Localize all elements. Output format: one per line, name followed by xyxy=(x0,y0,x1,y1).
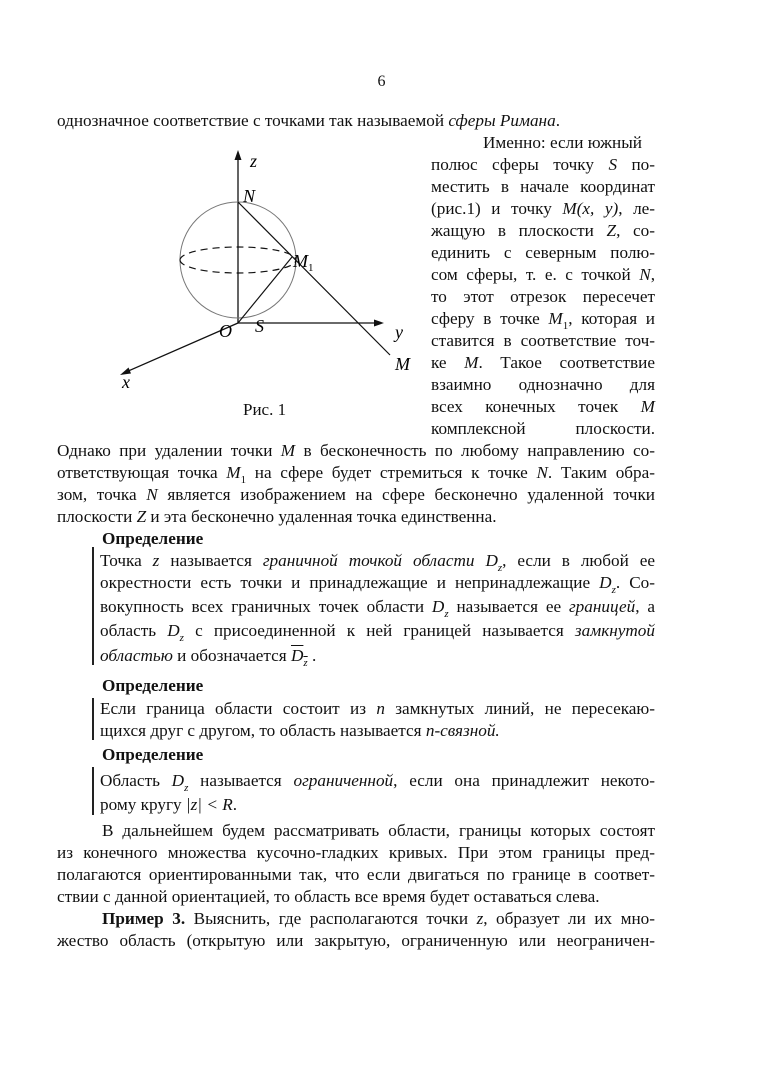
example-line-2: жество область (открытую или закрытую, ограниченную или неограничен- xyxy=(57,931,655,950)
rc-line-3: местить в начале координат xyxy=(431,177,655,196)
inf-line-2: ответствующая точка $M_1$ на сфере будет стремиться к точке N. Таким обра- xyxy=(57,463,655,486)
orient-line-1: В дальнейшем будем рассматривать области, границы которых состоят xyxy=(102,821,655,840)
label-n: N xyxy=(243,186,256,206)
def2-line-1: Если граница области состоит из n замкнутых линий, не пересекаю- xyxy=(100,699,655,718)
label-x: x xyxy=(122,372,130,392)
label-s: S xyxy=(255,316,264,336)
def3-title: Определение xyxy=(102,745,204,764)
def2-bar xyxy=(92,698,94,740)
rc-line-8: то этот отрезок пересечет xyxy=(431,287,655,306)
rc-line-1: Именно: если южный xyxy=(483,133,642,152)
def1-line-3: вокупность всех граничных точек области $D_z$ называется ее границей, а xyxy=(100,597,655,620)
def3-line-1: Область $D_z$ называется ограниченной, если она принадлежит некото- xyxy=(100,771,655,794)
def1-line-4: область $D_z$ с присоединенной к ней границей называется замкнутой xyxy=(100,621,655,644)
def2-line-2: щихся друг с другом, то область называется n-связной. xyxy=(100,721,500,740)
orient-line-3: полагаются ориентированными так, что если двигаться по границе в соответ- xyxy=(57,865,655,884)
inf-line-1: Однако при удалении точки M в бесконечность по любому направлению со- xyxy=(57,441,656,460)
rc-line-6: единить с северным полю- xyxy=(431,243,655,262)
label-o: O xyxy=(219,321,232,341)
def1-title: Определение xyxy=(102,529,204,548)
def2-title: Определение xyxy=(102,676,204,695)
inf-line-3: зом, точка N является изображением на сфере бесконечно удаленной точки xyxy=(57,485,655,504)
page-number: 6 xyxy=(377,73,386,90)
rc-line-13: всех конечных точек M xyxy=(431,397,655,416)
rc-line-4: (рис.1) и точку M(x, y), ле- xyxy=(431,199,655,218)
label-m1: M xyxy=(293,251,308,271)
def1-line-5: областью и обозначается $D_z$ . xyxy=(100,646,317,669)
def1-line-2: окрестности есть точки и принадлежащие и непринадлежащие $D_z$. Со- xyxy=(100,573,655,596)
figure-caption: Рис. 1 xyxy=(243,400,287,419)
term-riemann-sphere: сферы Римана xyxy=(448,111,556,130)
orient-line-4: ствии с данной ориентацией, то область все время будет оставаться слева. xyxy=(57,887,600,906)
rc-line-5: жащую в плоскости Z, со- xyxy=(431,221,655,240)
orient-line-2: из конечного множества кусочно-гладких кривых. При этом границы пред- xyxy=(57,843,655,862)
rc-line-7: сом сферы, т. е. с точкой N, xyxy=(431,265,655,284)
def3-bar xyxy=(92,767,94,815)
def1-line-1: Точка z называется граничной точкой области $D_z$, если в любой ее xyxy=(100,551,655,574)
figure-riemann-sphere xyxy=(110,140,420,400)
rc-line-12: взаимно однозначно для xyxy=(431,375,655,394)
rc-line-9: сферу в точке $M_1$, которая и xyxy=(431,309,655,332)
line-o-to-m1 xyxy=(238,257,292,323)
label-z: z xyxy=(250,151,258,171)
label-m: M xyxy=(395,354,410,374)
example-line-1: Пример 3. Выяснить, где располагаются точки z, образует ли их мно- xyxy=(102,909,655,928)
rc-line-14: комплексной плоскости. xyxy=(431,419,655,438)
intro-line: однозначное соответствие с точками так называемой сферы Римана. xyxy=(57,111,560,130)
rc-line-11: ке M. Такое соответствие xyxy=(431,353,655,372)
y-axis-arrow xyxy=(374,320,384,327)
rc-line-10: ставится в соответствие точ- xyxy=(431,331,655,350)
inf-line-4: плоскости Z и эта бесконечно удаленная точка единственна. xyxy=(57,507,497,526)
def3-line-2: рому кругу |z| < R. xyxy=(100,795,238,814)
label-m1-sub: 1 xyxy=(308,262,314,274)
rc-line-2: полюс сферы точку S по- xyxy=(431,155,655,174)
z-axis-arrow xyxy=(235,150,242,160)
label-y: y xyxy=(395,322,403,342)
def1-bar xyxy=(92,547,94,665)
